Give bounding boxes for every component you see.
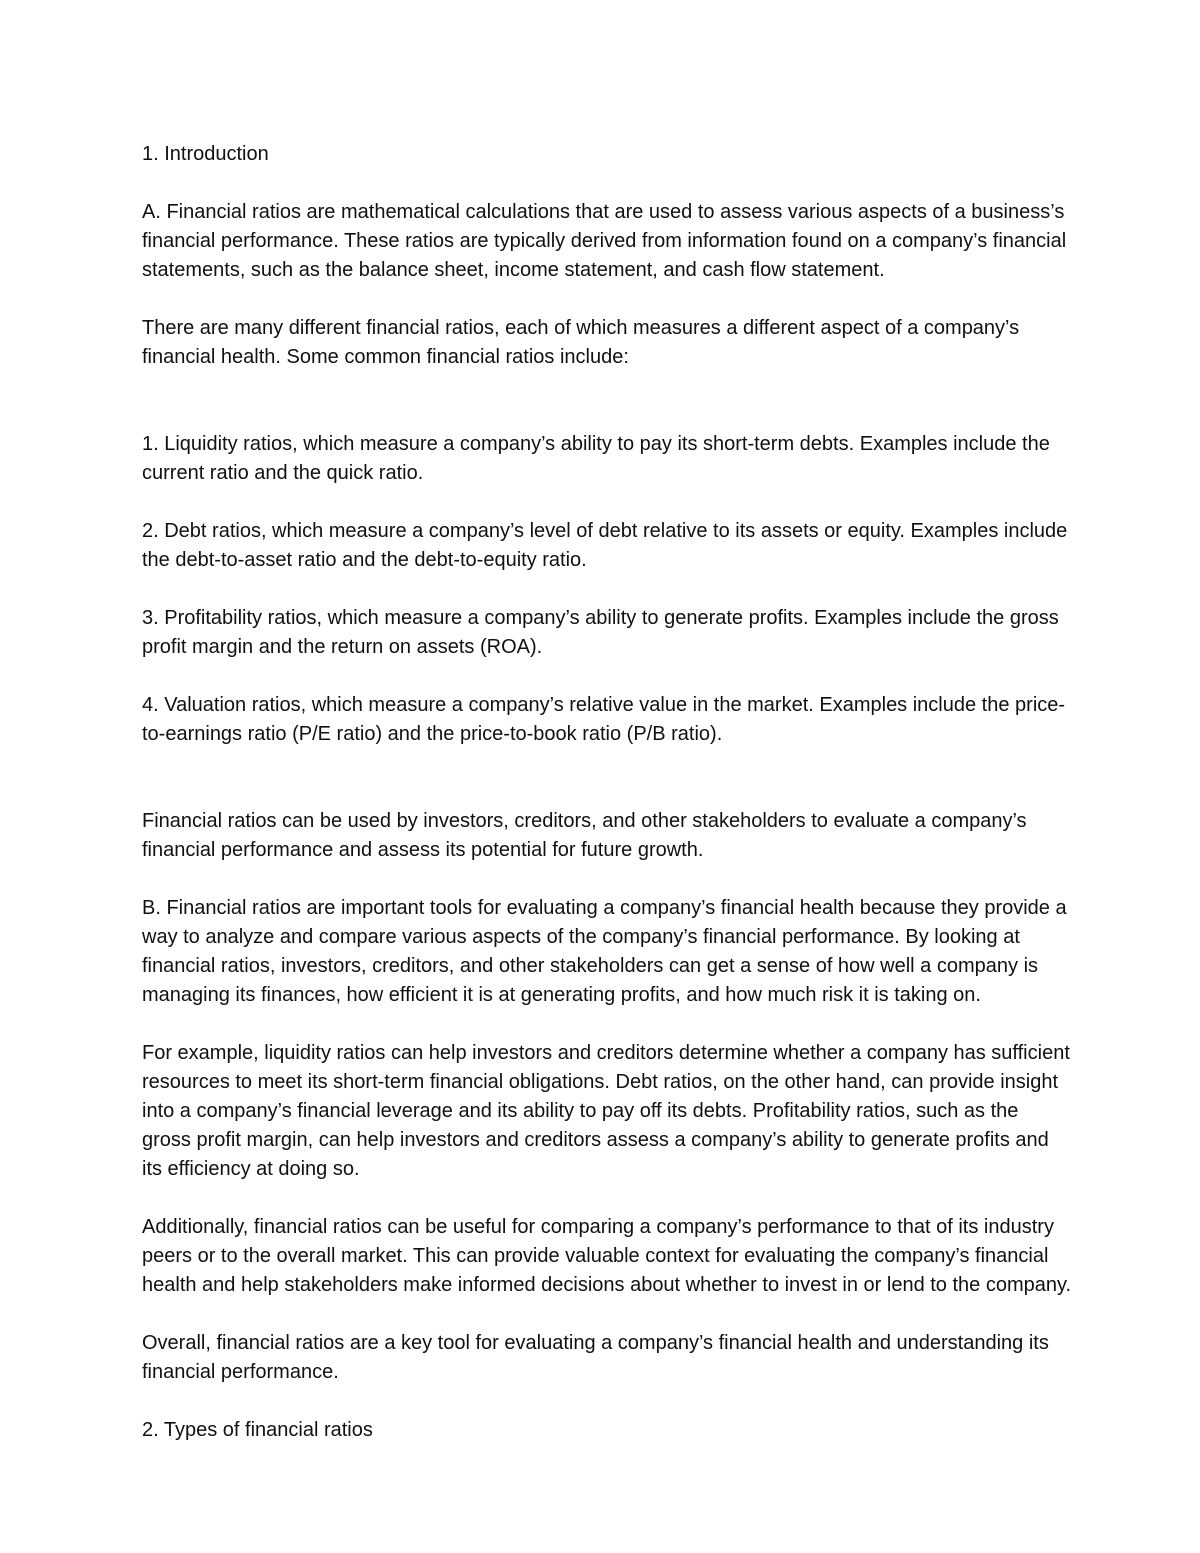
list-item-valuation: 4. Valuation ratios, which measure a company’s relative value in the market. Examples include the price-to-earnings ratio (P/E ratio) and the price-to-book ratio (P/B ratio). [142,694,1066,745]
paragraph-example: For example, liquidity ratios can help investors and creditors determine whether a company has sufficient resources to meet its short-term financial obligations. Debt ratios, on the other hand, can provide insight into a company’s financial leverage and its ability to pay off its debts. Profitability ratios, such as the gross profit margin, can help investors and creditors assess a company’s ability to generate profits and its efficiency at doing so. [142,1042,1070,1180]
paragraph-additionally: Additionally, financial ratios can be useful for comparing a company’s performance to that of its industry peers or to the overall market. This can provide valuable context for evaluating the company’s financial health and help stakeholders make informed decisions about whether to invest in or lend to the company. [142,1216,1072,1296]
section-heading-types: 2. Types of financial ratios [142,1419,373,1441]
document-page [142,140,1072,1474]
paragraph-many-ratios: There are many different financial ratios, each of which measures a different aspect of a company’s financial health. Some common financial ratios include: [142,317,1020,368]
paragraph-definition: A. Financial ratios are mathematical calculations that are used to assess various aspects of a business’s financial performance. These ratios are typically derived from information found on a company’s financial statements, such as the balance sheet, income statement, and cash flow statement. [142,201,1067,281]
paragraph-overall: Overall, financial ratios are a key tool for evaluating a company’s financial health and understanding its financial performance. [142,1332,1049,1383]
list-item-liquidity: 1. Liquidity ratios, which measure a company’s ability to pay its short-term debts. Examples include the current ratio and the quick ratio. [142,433,1050,484]
ratio-types-list [142,401,1072,778]
list-item-profitability: 3. Profitability ratios, which measure a company’s ability to generate profits. Examples include the gross profit margin and the return on assets (ROA). [142,607,1059,658]
paragraph-importance: B. Financial ratios are important tools for evaluating a company’s financial health because they provide a way to analyze and compare various aspects of the company’s financial performance. By looking at financial ratios, investors, creditors, and other stakeholders can get a sense of how well a company is managing its finances, how efficient it is at generating profits, and how much risk it is taking on. [142,897,1067,1006]
paragraph-used-by: Financial ratios can be used by investors, creditors, and other stakeholders to evaluate a company’s financial performance and assess its potential for future growth. [142,810,1027,861]
section-heading-introduction: 1. Introduction [142,143,269,165]
list-item-debt: 2. Debt ratios, which measure a company’s level of debt relative to its assets or equity. Examples include the debt-to-asset ratio and the debt-to-equity ratio. [142,520,1068,571]
